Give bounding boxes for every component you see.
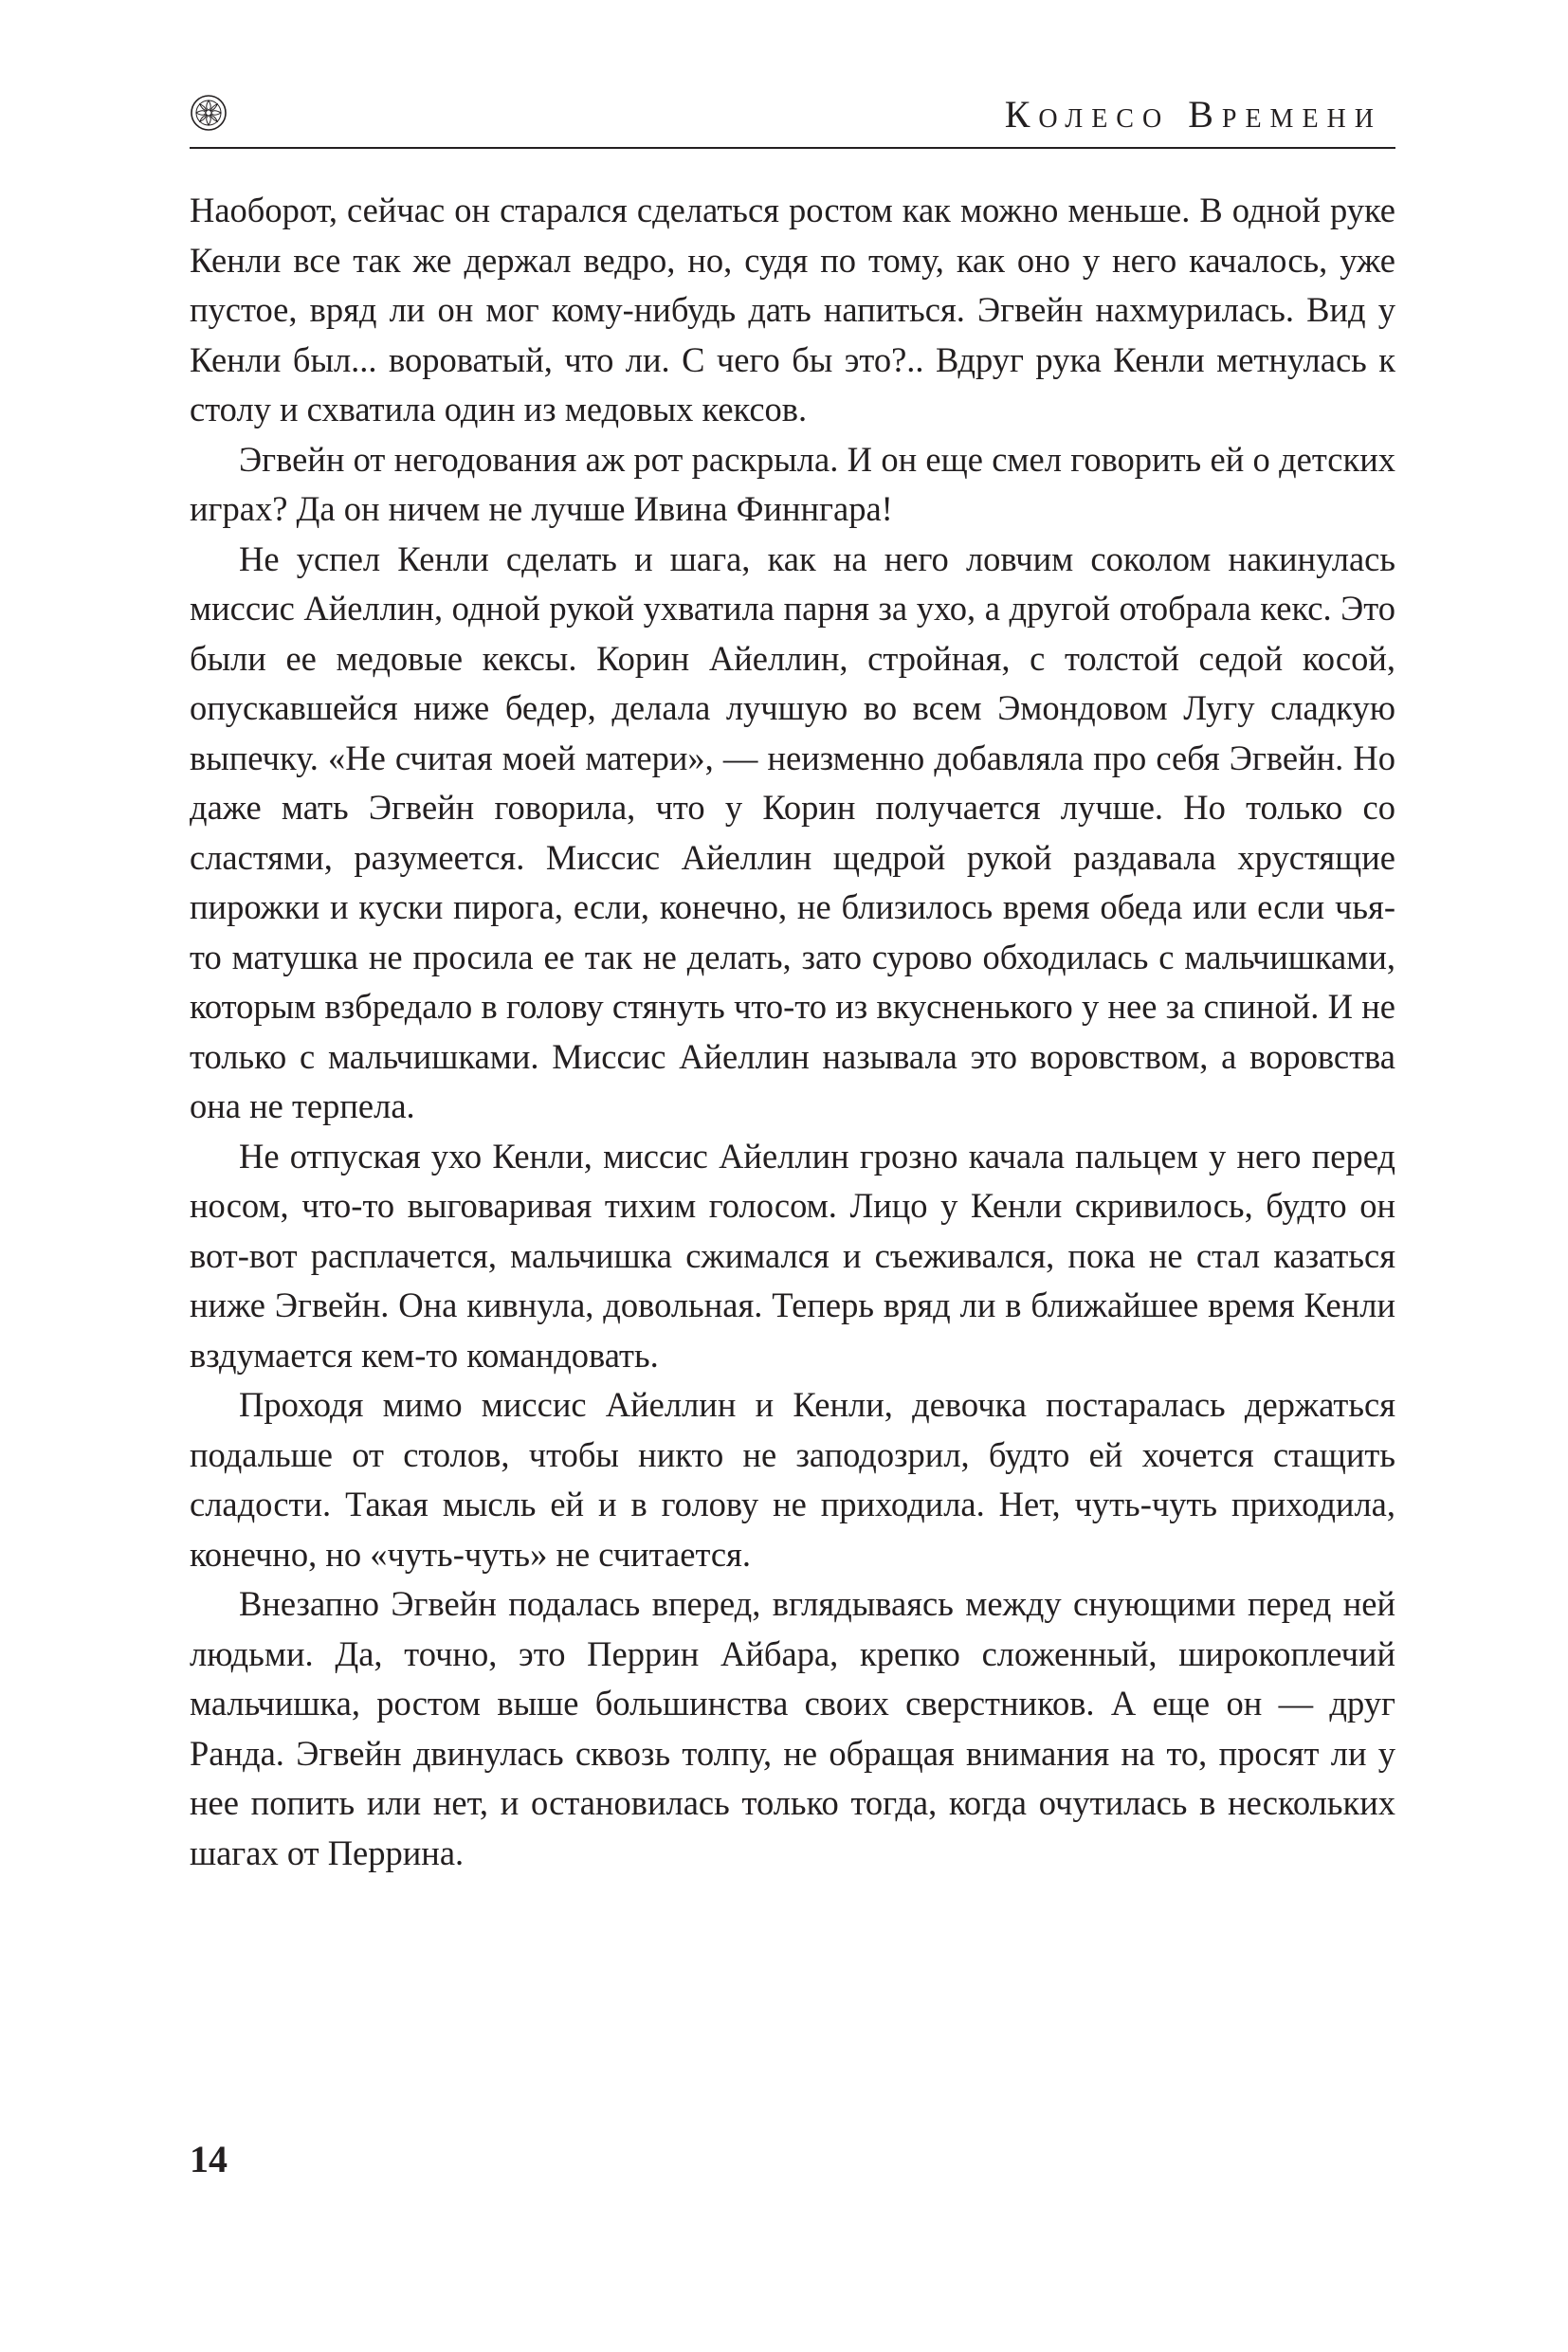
running-header <box>190 90 1395 149</box>
paragraph-6: Внезапно Эгвейн подалась вперед, вглядываясь между снующими перед ней людьми. Да, точно, это Перрин Айбара, крепко сложенный, широкоплечий мальчишка, ростом выше большинства своих сверстников. А еще он — друг Ранда. Эгвейн двинулась сквозь толпу, не обращая внимания на то, просят ли у нее попить или нет, и остановилась только тогда, когда очутилась в нескольких шагах от Перрина. <box>190 1584 1395 1872</box>
page-number: 14 <box>190 2138 228 2180</box>
wheel-of-time-emblem-icon <box>190 94 228 132</box>
paragraph-3: Не успел Кенли сделать и шага, как на него ловчим соколом накинулась миссис Айеллин, одной рукой ухватила парня за ухо, а другой отобрала кекс. Это были ее медовые кексы. Корин Айеллин, стройная, с толстой седой косой, опускавшейся ниже бедер, делала лучшую во всем Эмондовом Лугу сладкую выпечку. «Не считая моей матери», — неизменно добавляла про себя Эгвейн. Но даже мать Эгвейн говорила, что у Корин получается лучше. Но только со сластями, разумеется. Миссис Айеллин щедрой рукой раздавала хрустящие пирожки и куски пирога, если, конечно, не близилось время обеда или если чья-то матушка не просила ее так не делать, зато сурово обходилась с мальчишками, которым взбредало в голову стянуть что-то из вкусненького у нее за спиной. И не только с мальчишками. Миссис Айеллин называла это воровством, а воровства она не терпела. <box>190 538 1395 1125</box>
paragraph-2: Эгвейн от негодования аж рот раскрыла. И он еще смел говорить ей о детских играх? Да он ничем не лучше Ивина Финнгара! <box>190 439 1395 528</box>
paragraph-4: Не отпуская ухо Кенли, миссис Айеллин грозно качала пальцем у него перед носом, что-то выговаривая тихим голосом. Лицо у Кенли скривилось, будто он вот-вот расплачется, мальчишка сжимался и съеживался, пока не стал казаться ниже Эгвейн. Она кивнула, довольная. Теперь вряд ли в ближайшее время Кенли вздумается кем-то командовать. <box>190 1136 1395 1375</box>
paragraph-1: Наоборот, сейчас он старался сделаться ростом как можно меньше. В одной руке Кенли все так же держал ведро, но, судя по тому, как оно у него качалось, уже пустое, вряд ли он мог кому-нибудь дать напиться. Эгвейн нахмурилась. Вид у Кенли был... вороватый, что ли. С чего бы это?.. Вдруг рука Кенли метнулась к столу и схватила один из медовых кексов. <box>190 191 1395 428</box>
running-title: Колесо Времени <box>1004 93 1382 136</box>
paragraph-5: Проходя мимо миссис Айеллин и Кенли, девочка постаралась держаться подальше от столов, чтобы никто не заподозрил, будто ей хочется стащить сладости. Такая мысль ей и в голову не приходила. Нет, чуть-чуть приходила, конечно, но «чуть-чуть» не считается. <box>190 1385 1395 1574</box>
body-text <box>190 186 1395 1878</box>
